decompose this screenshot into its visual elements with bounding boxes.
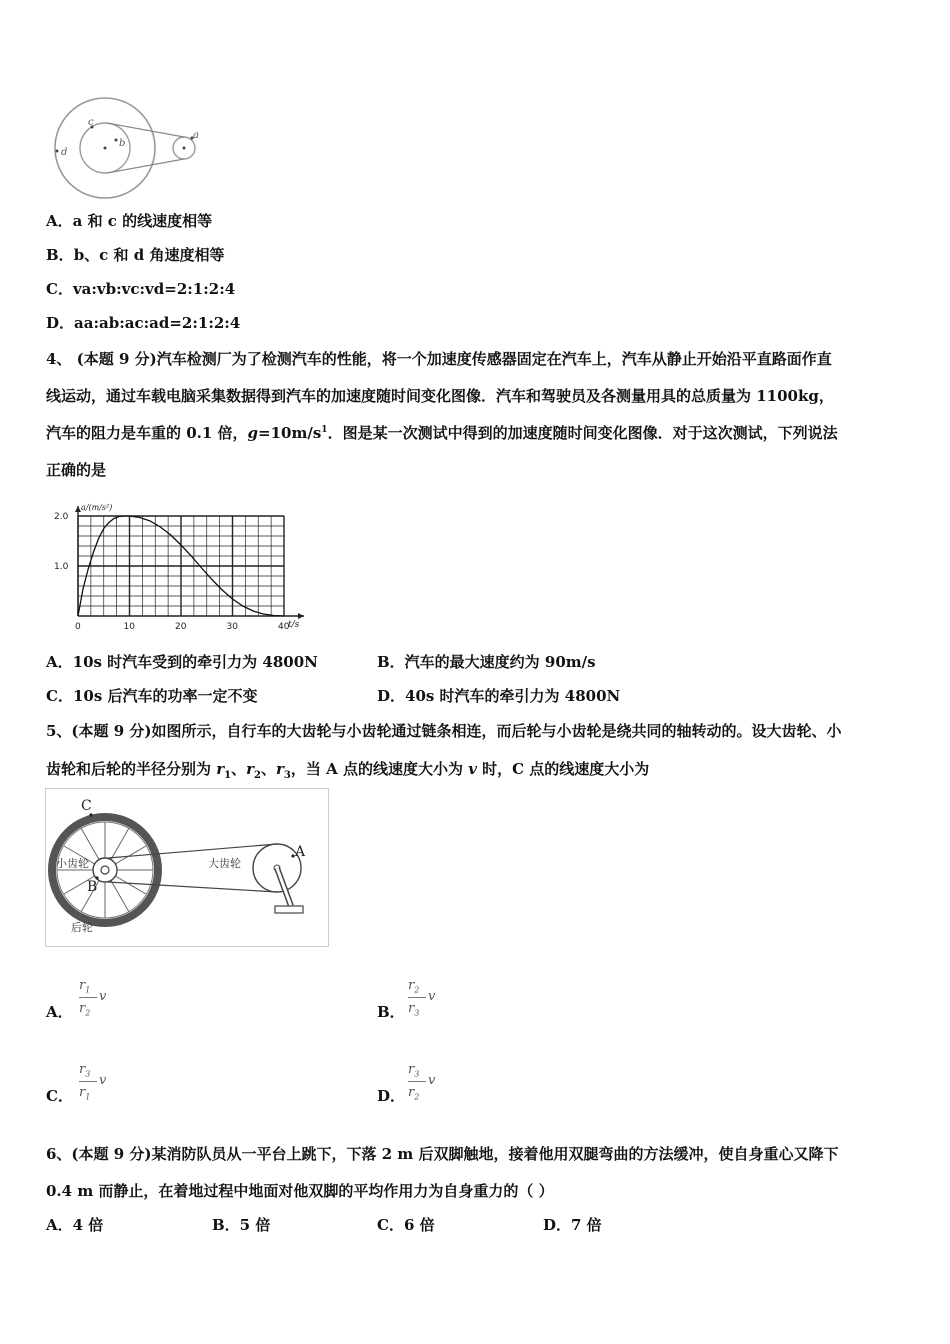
q6-option-d: D．7 倍	[543, 1216, 602, 1234]
label-a: a	[193, 130, 199, 141]
x-tick-label: 30	[226, 622, 238, 632]
q5-option-b-label: B．	[377, 1003, 405, 1021]
label-C: C	[81, 798, 92, 814]
q6-line-2: 0.4 m 而静止，在着地过程中地面对他双脚的平均作用力为自身重力的（ ）	[46, 1182, 554, 1200]
q5-line-2: 齿轮和后轮的半径分别为 $r_1$、$r_2$、$r_3$，当 A 点的线速度大小为 v 时，C 点的线速度大小为	[46, 760, 650, 781]
q3-option-a: A．a 和 c 的线速度相等	[46, 212, 213, 230]
q4-option-c: C．10s 后汽车的功率一定不变	[46, 687, 258, 705]
q4-line-2: 线运动，通过车载电脑采集数据得到汽车的加速度随时间变化图像．汽车和驾驶员及各测量用具的总质量为 1100kg，	[46, 387, 834, 405]
x-tick-label: 10	[123, 622, 135, 632]
label-B: B	[87, 879, 98, 895]
label-d: d	[61, 147, 68, 158]
acceleration-chart	[50, 500, 320, 640]
label-c: c	[88, 117, 94, 128]
label-A: A	[295, 844, 306, 860]
q3-option-d: D．aa:ab:ac:ad=2:1:2:4	[46, 314, 241, 332]
q4-option-a: A．10s 时汽车受到的牵引力为 4800N	[46, 653, 318, 671]
q5-option-c-label: C．	[46, 1087, 73, 1105]
x-tick-label: 40	[278, 622, 290, 632]
q6-option-b: B．5 倍	[212, 1216, 271, 1234]
q5-option-a-label: A．	[46, 1003, 73, 1021]
q6-line-1: 6、(本题 9 分)某消防队员从一平台上跳下，下落 2 m 后双脚触地，接着他用双腿弯曲的方法缓冲，使自身重心又降下	[46, 1145, 839, 1163]
bicycle-figure	[45, 788, 330, 948]
label-small-gear: 小齿轮	[56, 857, 89, 870]
y-tick-label: 2.0	[54, 512, 69, 522]
x-tick-label: 0	[75, 622, 81, 632]
pulley-figure	[50, 96, 210, 202]
q5-option-d-label: D．	[377, 1087, 406, 1105]
q4-option-b: B．汽车的最大速度约为 90m/s	[377, 653, 596, 671]
x-axis-label: t/s	[288, 620, 300, 630]
q4-line-3: 汽车的阻力是车重的 0.1 倍，$g=10m/s^1$．图是某一次测试中得到的加速度随时间变化图像．对于这次测试，下列说法	[46, 424, 838, 442]
q3-option-b: B．b、c 和 d 角速度相等	[46, 246, 225, 264]
q3-option-c: C．va:vb:vc:vd=2:1:2:4	[46, 280, 236, 298]
x-tick-label: 20	[175, 622, 187, 632]
y-tick-label: 1.0	[54, 562, 69, 572]
q6-option-c: C．6 倍	[377, 1216, 435, 1234]
q5-line-1: 5、(本题 9 分)如图所示，自行车的大齿轮与小齿轮通过链条相连，而后轮与小齿轮是绕共同的轴转动的。设大齿轮、小	[46, 722, 842, 740]
label-big-gear: 大齿轮	[208, 857, 241, 870]
label-rear-wheel: 后轮	[71, 921, 93, 934]
q4-option-d: D．40s 时汽车的牵引力为 4800N	[377, 687, 621, 705]
q6-option-a: A．4 倍	[46, 1216, 104, 1234]
q4-line-4: 正确的是	[46, 461, 107, 479]
x-axis-arrow	[298, 613, 304, 619]
y-axis-label: a/(m/s²)	[81, 503, 113, 512]
q4-line-1: 4、 (本题 9 分)汽车检测厂为了检测汽车的性能，将一个加速度传感器固定在汽车上，汽车从静止开始沿平直路面作直	[46, 350, 832, 368]
label-b: b	[119, 138, 126, 149]
